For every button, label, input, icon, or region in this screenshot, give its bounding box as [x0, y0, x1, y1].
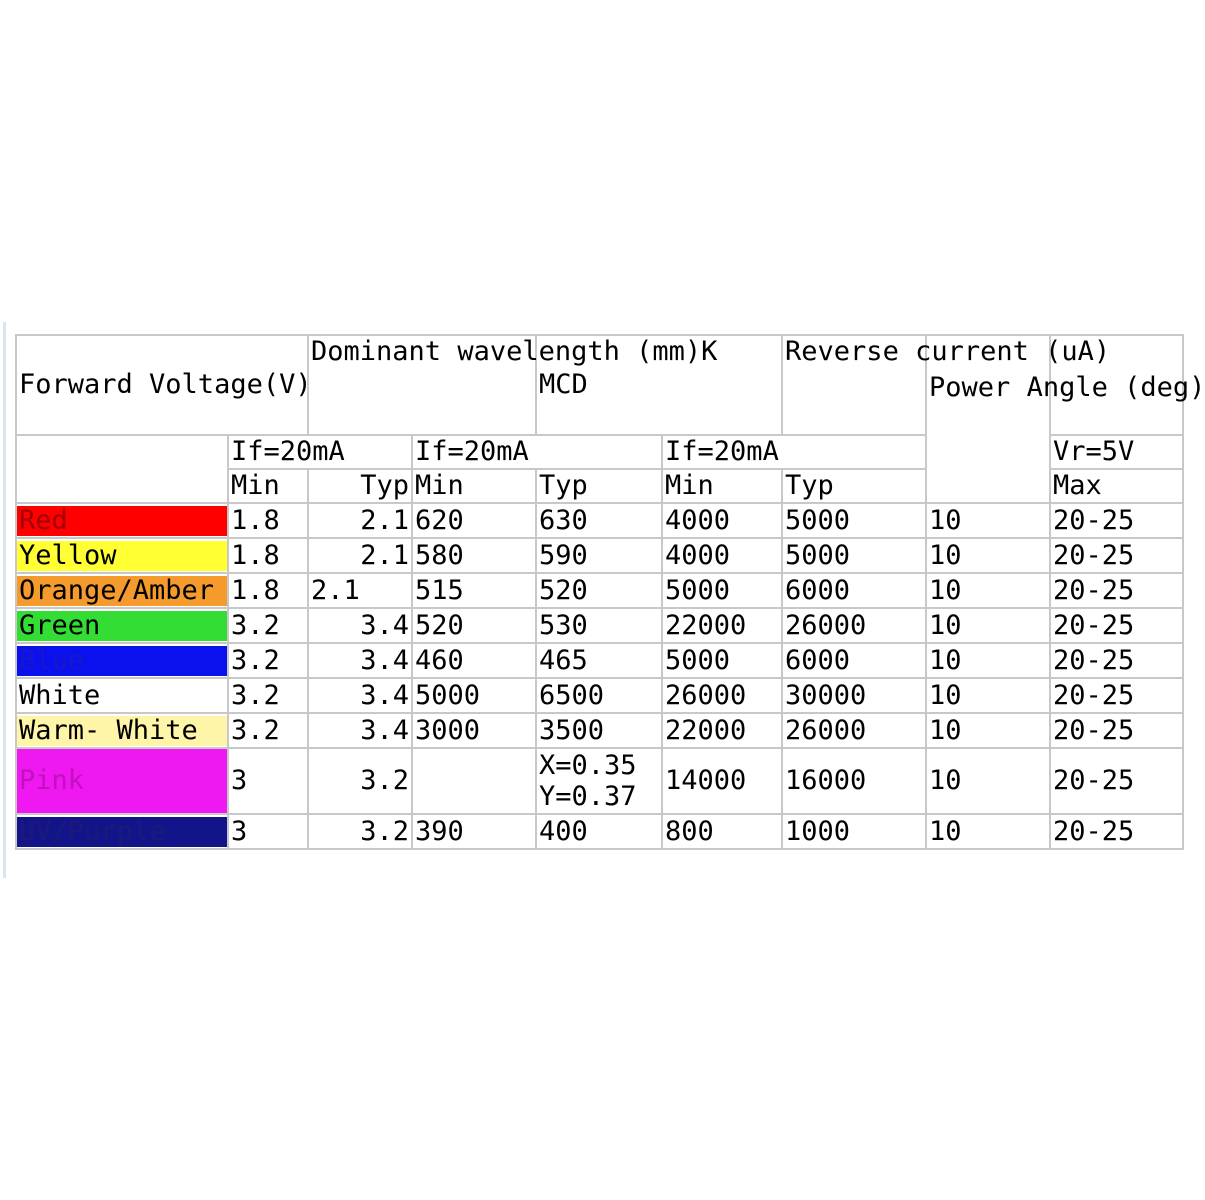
- wl-min-cell: 520: [412, 608, 536, 643]
- mcd-min-cell: 26000: [662, 678, 782, 713]
- led-color-swatch: Orange/Amber: [17, 576, 229, 606]
- vf-typ-cell: 3.2: [308, 748, 412, 814]
- subhead-wl-typ: Typ: [536, 469, 662, 503]
- power-angle-cell: 10: [926, 748, 1050, 814]
- header-mcd: MCD: [536, 335, 782, 435]
- led-color-cell: [16, 608, 228, 643]
- led-color-swatch: Red: [17, 506, 229, 536]
- power-angle-cell: 10: [926, 538, 1050, 573]
- led-color-swatch: UV/Purple: [17, 817, 229, 847]
- wl-typ-y: Y=0.37: [539, 781, 637, 812]
- reverse-current-max-cell: 20-25: [1050, 814, 1183, 849]
- led-color-cell: [16, 503, 228, 538]
- mcd-min-cell: 14000: [662, 748, 782, 814]
- wl-typ-cell: [536, 748, 662, 814]
- wl-typ-cell: 590: [536, 538, 662, 573]
- wl-min-cell: 580: [412, 538, 536, 573]
- table-row: [16, 503, 1183, 538]
- led-color-swatch: Blue: [17, 646, 229, 676]
- cond-forward-voltage: If=20mA: [228, 435, 412, 469]
- header-color-blank: [16, 435, 228, 503]
- header-forward-voltage: Forward Voltage(V): [16, 335, 308, 435]
- mcd-typ-cell: 30000: [782, 678, 926, 713]
- led-color-swatch: Yellow: [17, 541, 229, 571]
- vf-min-cell: 3.2: [228, 608, 308, 643]
- header-power-angle: Power Angle (deg): [926, 335, 1050, 503]
- wl-min-cell: 390: [412, 814, 536, 849]
- power-angle-cell: 10: [926, 678, 1050, 713]
- subhead-mcd-min: Min: [662, 469, 782, 503]
- table-row: [16, 748, 1183, 814]
- vf-min-cell: 3: [228, 814, 308, 849]
- table-row: [16, 538, 1183, 573]
- mcd-min-cell: 5000: [662, 643, 782, 678]
- led-color-swatch: Pink: [17, 749, 229, 813]
- wl-min-cell: 515: [412, 573, 536, 608]
- mcd-min-cell: 800: [662, 814, 782, 849]
- mcd-min-cell: 4000: [662, 503, 782, 538]
- mcd-typ-cell: 5000: [782, 538, 926, 573]
- wl-min-cell: [412, 748, 536, 814]
- reverse-current-max-cell: 20-25: [1050, 713, 1183, 748]
- table-row: [16, 713, 1183, 748]
- led-color-cell: [16, 538, 228, 573]
- subhead-vf-min: Min: [228, 469, 308, 503]
- reverse-current-max-cell: 20-25: [1050, 748, 1183, 814]
- table-row: [16, 814, 1183, 849]
- mcd-min-cell: 22000: [662, 608, 782, 643]
- led-color-cell: [16, 748, 228, 814]
- vf-min-cell: 3.2: [228, 713, 308, 748]
- mcd-min-cell: 4000: [662, 538, 782, 573]
- wl-typ-cell: 530: [536, 608, 662, 643]
- reverse-current-max-cell: 20-25: [1050, 503, 1183, 538]
- header-reverse-current: Reverse current (uA): [782, 335, 926, 435]
- reverse-current-max-cell: 20-25: [1050, 643, 1183, 678]
- wl-typ-x: X=0.35: [539, 750, 637, 781]
- power-angle-cell: 10: [926, 643, 1050, 678]
- mcd-typ-cell: 6000: [782, 573, 926, 608]
- vf-min-cell: 1.8: [228, 503, 308, 538]
- led-color-cell: [16, 814, 228, 849]
- vf-min-cell: 3: [228, 748, 308, 814]
- vf-typ-cell: 2.1: [308, 573, 412, 608]
- vf-typ-cell: 3.4: [308, 643, 412, 678]
- mcd-typ-cell: 16000: [782, 748, 926, 814]
- mcd-typ-cell: 1000: [782, 814, 926, 849]
- wl-min-cell: 5000: [412, 678, 536, 713]
- wl-min-cell: 620: [412, 503, 536, 538]
- mcd-typ-cell: 5000: [782, 503, 926, 538]
- wl-min-cell: 460: [412, 643, 536, 678]
- cond-wavelength: If=20mA: [412, 435, 662, 469]
- table-row: [16, 608, 1183, 643]
- vf-min-cell: 1.8: [228, 538, 308, 573]
- vf-typ-cell: 2.1: [308, 538, 412, 573]
- vf-min-cell: 3.2: [228, 678, 308, 713]
- power-angle-cell: 10: [926, 713, 1050, 748]
- reverse-current-max-cell: 20-25: [1050, 538, 1183, 573]
- wl-min-cell: 3000: [412, 713, 536, 748]
- header-dominant-wavelength: Dominant wavelength (mm)K: [308, 335, 536, 435]
- led-color-cell: [16, 713, 228, 748]
- power-angle-cell: 10: [926, 573, 1050, 608]
- header-row-1: [16, 335, 1183, 435]
- wl-typ-cell: 3500: [536, 713, 662, 748]
- mcd-typ-cell: 26000: [782, 713, 926, 748]
- cond-reverse-current: Vr=5V: [1050, 435, 1183, 469]
- page-left-rule: [3, 322, 6, 878]
- table-row: [16, 643, 1183, 678]
- reverse-current-max-cell: 20-25: [1050, 678, 1183, 713]
- vf-min-cell: 1.8: [228, 573, 308, 608]
- subhead-wl-min: Min: [412, 469, 536, 503]
- cond-mcd: If=20mA: [662, 435, 926, 469]
- table-row: [16, 678, 1183, 713]
- power-angle-cell: 10: [926, 503, 1050, 538]
- power-angle-cell: 10: [926, 814, 1050, 849]
- vf-typ-cell: 3.2: [308, 814, 412, 849]
- vf-typ-cell: 3.4: [308, 713, 412, 748]
- vf-typ-cell: 2.1: [308, 503, 412, 538]
- vf-typ-cell: 3.4: [308, 608, 412, 643]
- mcd-min-cell: 22000: [662, 713, 782, 748]
- wl-typ-cell: 630: [536, 503, 662, 538]
- mcd-min-cell: 5000: [662, 573, 782, 608]
- led-color-swatch: Green: [17, 611, 229, 641]
- wl-typ-cell: 6500: [536, 678, 662, 713]
- mcd-typ-cell: 26000: [782, 608, 926, 643]
- led-color-cell: [16, 643, 228, 678]
- subhead-mcd-typ: Typ: [782, 469, 926, 503]
- led-color-cell: [16, 573, 228, 608]
- subhead-rc-max: Max: [1050, 469, 1183, 503]
- led-color-swatch: White: [17, 681, 229, 711]
- reverse-current-max-cell: 20-25: [1050, 573, 1183, 608]
- reverse-current-max-cell: 20-25: [1050, 608, 1183, 643]
- led-color-cell: [16, 678, 228, 713]
- power-angle-cell: 10: [926, 608, 1050, 643]
- led-spec-table: [15, 334, 1205, 850]
- mcd-typ-cell: 6000: [782, 643, 926, 678]
- wl-typ-cell: 465: [536, 643, 662, 678]
- vf-min-cell: 3.2: [228, 643, 308, 678]
- subhead-vf-typ: Typ: [308, 469, 412, 503]
- vf-typ-cell: 3.4: [308, 678, 412, 713]
- wl-typ-cell: 400: [536, 814, 662, 849]
- wl-typ-cell: 520: [536, 573, 662, 608]
- led-color-swatch: Warm- White: [17, 716, 229, 746]
- table-row: [16, 573, 1183, 608]
